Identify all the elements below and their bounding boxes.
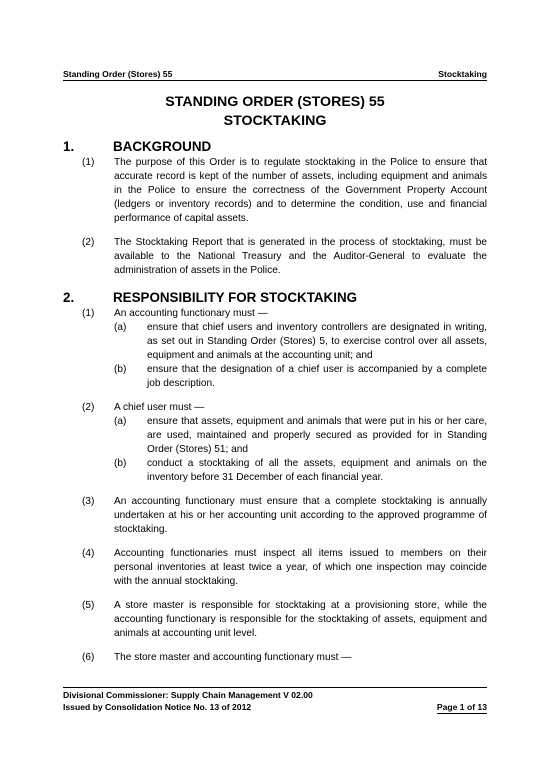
list-item-number: (a) [114, 416, 127, 427]
page-header [63, 69, 487, 81]
title-line-1: STANDING ORDER (STORES) 55 [165, 94, 385, 110]
section-title: RESPONSIBILITY FOR STOCKTAKING [113, 290, 358, 305]
document-body [63, 139, 487, 665]
footer-line-2: Issued by Consolidation Notice No. 13 of 2012 [63, 701, 252, 712]
paragraph-number: (3) [82, 496, 95, 507]
footer-row [63, 702, 487, 715]
page-number: Page 1 of 13 [437, 702, 487, 715]
paragraph-text: The Stocktaking Report that is generated in the process of stocktaking, must be available to the National Treasury and the Auditor-General to evaluate the administration of assets in the Police. [114, 237, 487, 276]
list-item-text: ensure that chief users and inventory controllers are designated in writing, as set out in Standing Order (Stores) 5, to exercise control over all assets, equipment and animals at the accounting unit; and [147, 322, 487, 361]
footer-line-1: Divisional Commissioner: Supply Chain Management V 02.00 [63, 690, 313, 700]
paragraph [63, 236, 487, 278]
paragraph [63, 495, 487, 537]
paragraph-number: (4) [82, 548, 95, 559]
paragraph-text: A chief user must — [114, 402, 205, 413]
list-item-number: (b) [114, 364, 127, 375]
header-right: Stocktaking [438, 69, 487, 79]
list-item [114, 457, 487, 485]
section-heading-responsibility [63, 290, 487, 306]
list-item-number: (b) [114, 458, 127, 469]
list-item-text: conduct a stocktaking of all the assets, equipment and animals on the inventory before 31 December of each financial year. [147, 458, 487, 483]
list-item [114, 321, 487, 363]
list-item [114, 415, 487, 457]
paragraph-number: (2) [82, 237, 95, 248]
list-item-number: (a) [114, 322, 127, 333]
title-line-2: STOCKTAKING [223, 113, 327, 129]
section-title: BACKGROUND [113, 139, 212, 154]
paragraph-body [114, 307, 487, 391]
paragraph-number: (1) [82, 308, 95, 319]
page-footer [63, 687, 487, 714]
list-item-text: ensure that assets, equipment and animals that were put in his or her care, are used, maintained and properly secured as provided for in Standing Order (Stores) 51; and [147, 416, 487, 455]
header-left: Standing Order (Stores) 55 [63, 69, 173, 79]
paragraph [63, 156, 487, 226]
paragraph-text: The purpose of this Order is to regulate stocktaking in the Police to ensure that accurate record is kept of the number of assets, including equipment and animals in the Police to ensure the correctness of the Government Property Account (ledgers or inventory records) and to determine the condition, use and financial performance of capital assets. [114, 157, 487, 224]
paragraph-number: (5) [82, 600, 95, 611]
paragraph [63, 401, 487, 485]
section-number: 1. [63, 139, 75, 154]
section-number: 2. [63, 290, 75, 305]
paragraph-number: (1) [82, 157, 95, 168]
list-item [114, 363, 487, 391]
paragraph [63, 599, 487, 641]
paragraph [63, 547, 487, 589]
paragraph-text: The store master and accounting functionary must — [114, 652, 352, 663]
paragraph-text: Accounting functionaries must inspect all items issued to members on their personal inventories at least twice a year, of which one inspection may coincide with the annual stocktaking. [114, 548, 487, 587]
paragraph [63, 651, 487, 665]
paragraph-text: An accounting functionary must ensure that a complete stocktaking is annually undertaken at his or her accounting unit according to the approved programme of stocktaking. [114, 496, 487, 535]
document-title [63, 93, 487, 131]
list-item-text: ensure that the designation of a chief user is accompanied by a complete job description. [147, 364, 487, 389]
paragraph [63, 307, 487, 391]
paragraph-number: (2) [82, 402, 95, 413]
paragraph-text: A store master is responsible for stocktaking at a provisioning store, while the accounting functionary is responsible for the stocktaking of assets, equipment and animals at accounting unit level. [114, 600, 487, 639]
paragraph-text: An accounting functionary must — [114, 308, 268, 319]
paragraph-body [114, 401, 487, 485]
paragraph-number: (6) [82, 652, 95, 663]
section-heading-background [63, 139, 487, 155]
